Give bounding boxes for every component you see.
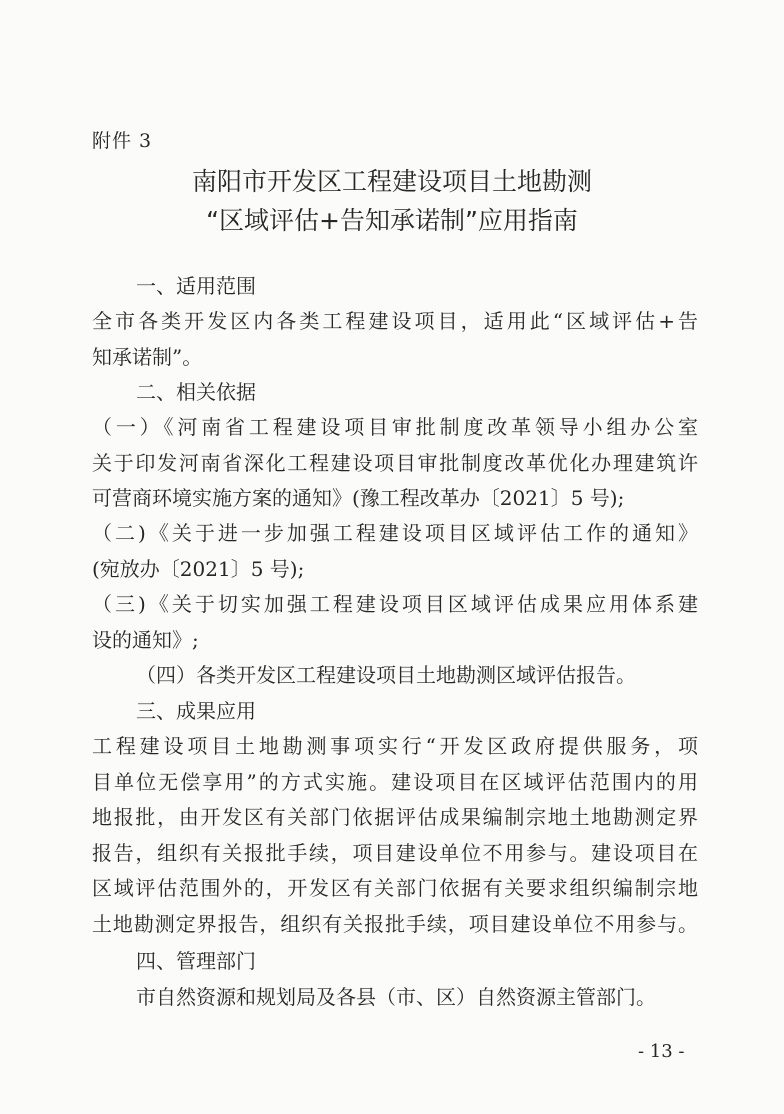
paragraph-line: （二)《关于进一步加强工程建设项目区域评估工作的通知》: [92, 521, 698, 545]
paragraph-line: 工程建设项目土地勘测事项实行“开发区政府提供服务，项: [92, 734, 698, 758]
paragraph-line: 目单位无偿享用”的方式实施。建设项目在区域评估范围内的用: [92, 770, 698, 794]
paragraph-line: 全市各类开发区内各类工程建设项目，适用此“区域评估+告: [92, 309, 698, 333]
section-heading-application: 三、成果应用: [136, 699, 256, 723]
paragraph-line: 可营商环境实施方案的通知》(豫工程改革办〔2021〕5 号);: [92, 486, 625, 510]
paragraph-line: 土地勘测定界报告，组织有关报批手续，项目建设单位不用参与。: [92, 912, 698, 936]
paragraph-line: 报告，组织有关报批手续，项目建设单位不用参与。建设项目在: [92, 841, 698, 865]
paragraph-line: 知承诺制”。: [92, 345, 203, 369]
section-heading-management: 四、管理部门: [136, 949, 256, 973]
paragraph-line: （一）《河南省工程建设项目审批制度改革领导小组办公室: [92, 415, 698, 439]
paragraph-line: 区域评估范围外的，开发区有关部门依据有关要求组织编制宗地: [92, 876, 698, 900]
paragraph-line: (宛放办〔2021〕5 号);: [92, 557, 305, 581]
section-heading-basis: 二、相关依据: [136, 380, 256, 404]
paragraph-line: （四）各类开发区工程建设项目土地勘测区域评估报告。: [136, 663, 636, 687]
paragraph-line: 市自然资源和规划局及各县（市、区）自然资源主管部门。: [136, 985, 656, 1009]
attachment-label: 附件 3: [92, 130, 153, 152]
document-title-line-1: 南阳市开发区工程建设项目土地勘测: [191, 167, 592, 196]
document-title-line-2: “区域评估+告知承诺制”应用指南: [206, 206, 578, 235]
section-heading-scope: 一、适用范围: [136, 274, 256, 298]
paragraph-line: 关于印发河南省深化工程建设项目审批制度改革优化办理建筑许: [92, 451, 698, 475]
paragraph-line: 地报批，由开发区有关部门依据评估成果编制宗地土地勘测定界: [92, 805, 698, 829]
paragraph-line: （三)《关于切实加强工程建设项目区域评估成果应用体系建: [92, 592, 698, 616]
page-number: - 13 -: [638, 1041, 685, 1062]
paragraph-line: 设的通知》;: [92, 628, 199, 652]
